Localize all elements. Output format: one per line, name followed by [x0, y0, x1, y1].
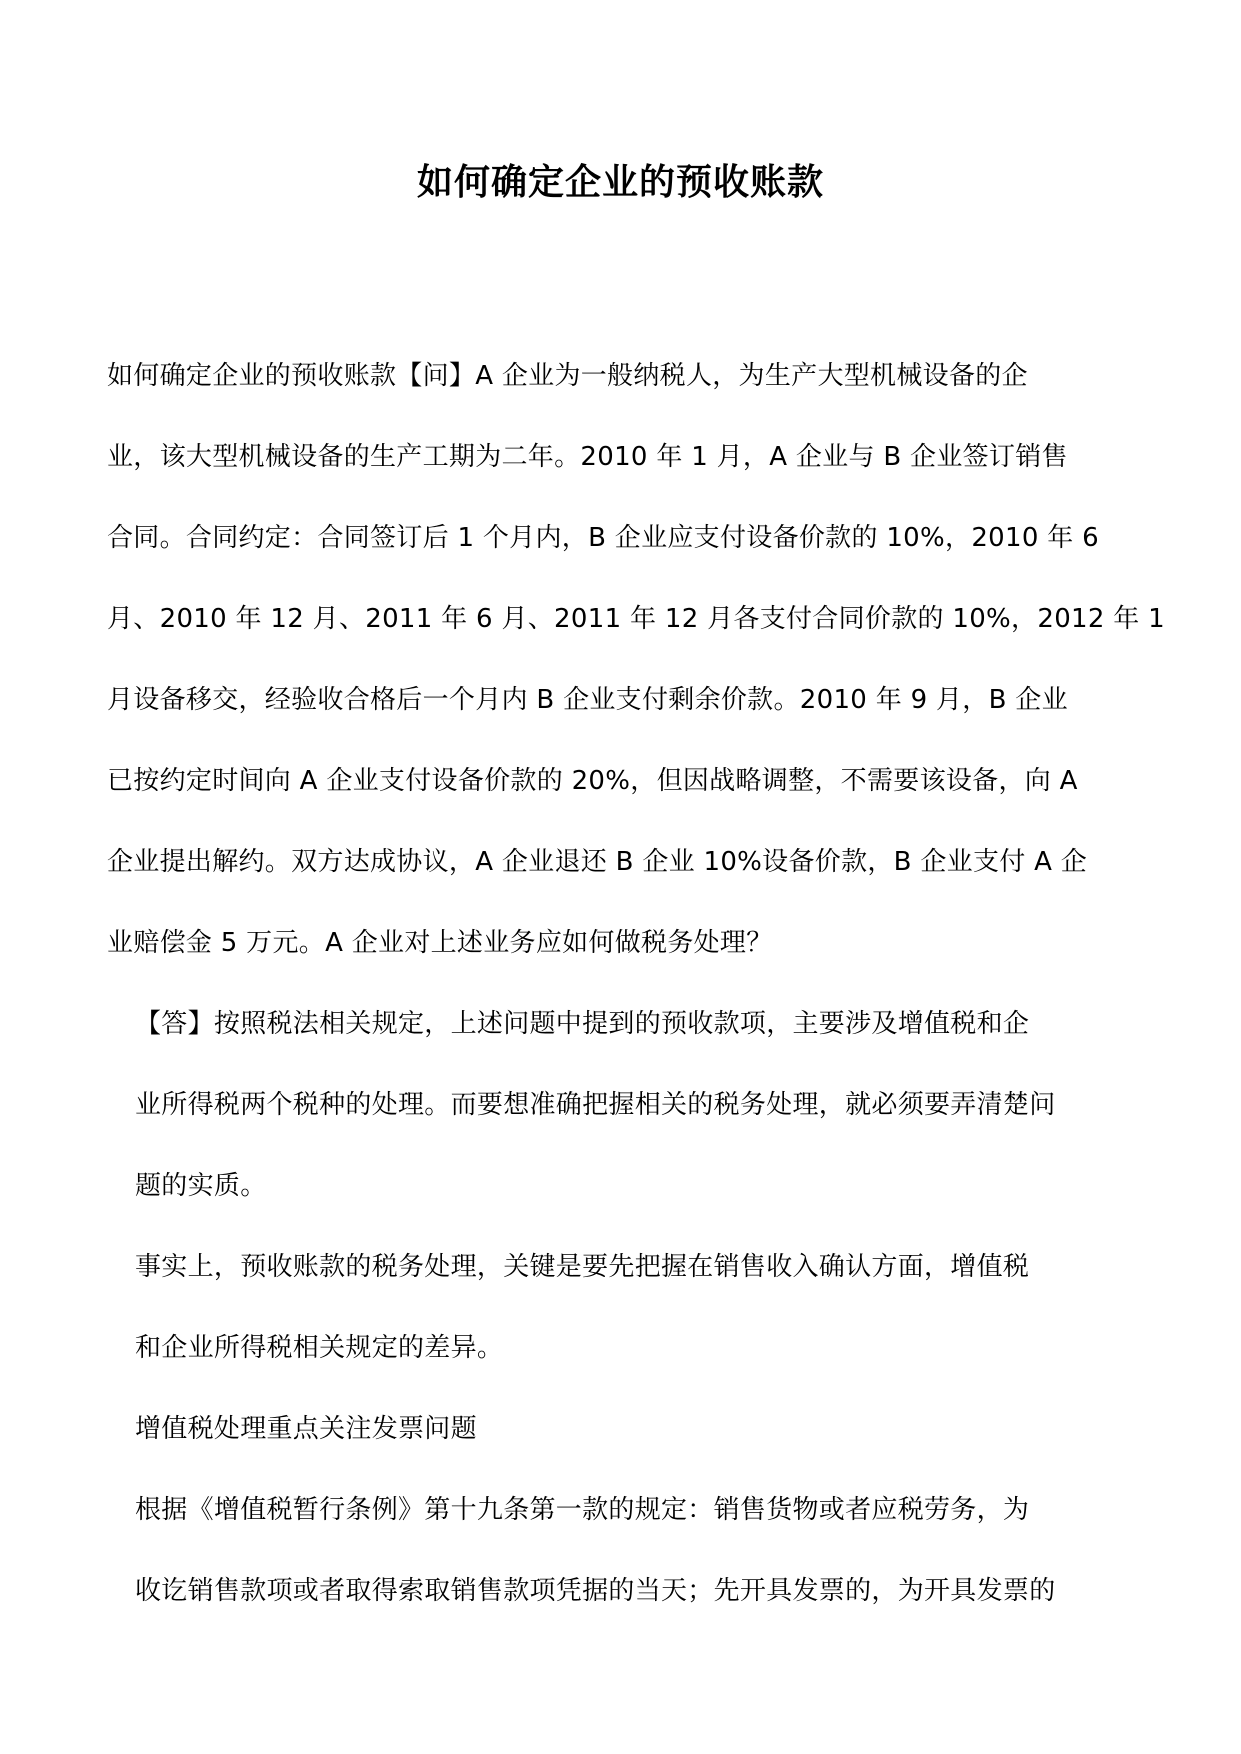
text-line: 合同。合同约定：合同签订后 1 个月内，B 企业应支付设备价款的 10%，2010 年 6	[107, 523, 1099, 553]
paragraph-regulation	[107, 1470, 1137, 1632]
text-line: 已按约定时间向 A 企业支付设备价款的 20%，但因战略调整，不需要该设备，向 A	[107, 766, 1078, 796]
text-line: 和企业所得税相关规定的差异。	[135, 1333, 504, 1363]
paragraph-question	[107, 336, 1165, 984]
text-line: 【答】按照税法相关规定，上述问题中提到的预收款项，主要涉及增值税和企	[135, 1009, 1030, 1039]
document-title: 如何确定企业的预收账款	[416, 161, 824, 203]
section-heading-vat	[107, 1389, 1137, 1470]
paragraph-answer	[107, 984, 1137, 1227]
paragraph-fact	[107, 1227, 1137, 1389]
text-line: 业，该大型机械设备的生产工期为二年。2010 年 1 月，A 企业与 B 企业签订销售	[107, 442, 1068, 472]
text-line: 事实上，预收账款的税务处理，关键是要先把握在销售收入确认方面，增值税	[135, 1252, 1030, 1282]
text-line: 企业提出解约。双方达成协议，A 企业退还 B 企业 10%设备价款，B 企业支付 A 企	[107, 847, 1088, 877]
text-line: 如何确定企业的预收账款【问】A 企业为一般纳税人，为生产大型机械设备的企	[107, 361, 1028, 391]
text-line: 月、2010 年 12 月、2011 年 6 月、2011 年 12 月各支付合同价款的 10%，2012 年 1	[107, 604, 1165, 634]
text-line: 收讫销售款项或者取得索取销售款项凭据的当天；先开具发票的，为开具发票的	[135, 1576, 1056, 1606]
text-line: 业赔偿金 5 万元。A 企业对上述业务应如何做税务处理？	[107, 928, 773, 958]
text-line: 增值税处理重点关注发票问题	[135, 1414, 477, 1444]
text-line: 题的实质。	[135, 1171, 267, 1201]
document-body	[107, 336, 1165, 1632]
text-line: 根据《增值税暂行条例》第十九条第一款的规定：销售货物或者应税劳务，为	[135, 1495, 1030, 1525]
text-line: 业所得税两个税种的处理。而要想准确把握相关的税务处理，就必须要弄清楚问	[135, 1090, 1056, 1120]
text-line: 月设备移交，经验收合格后一个月内 B 企业支付剩余价款。2010 年 9 月，B 企业	[107, 685, 1068, 715]
